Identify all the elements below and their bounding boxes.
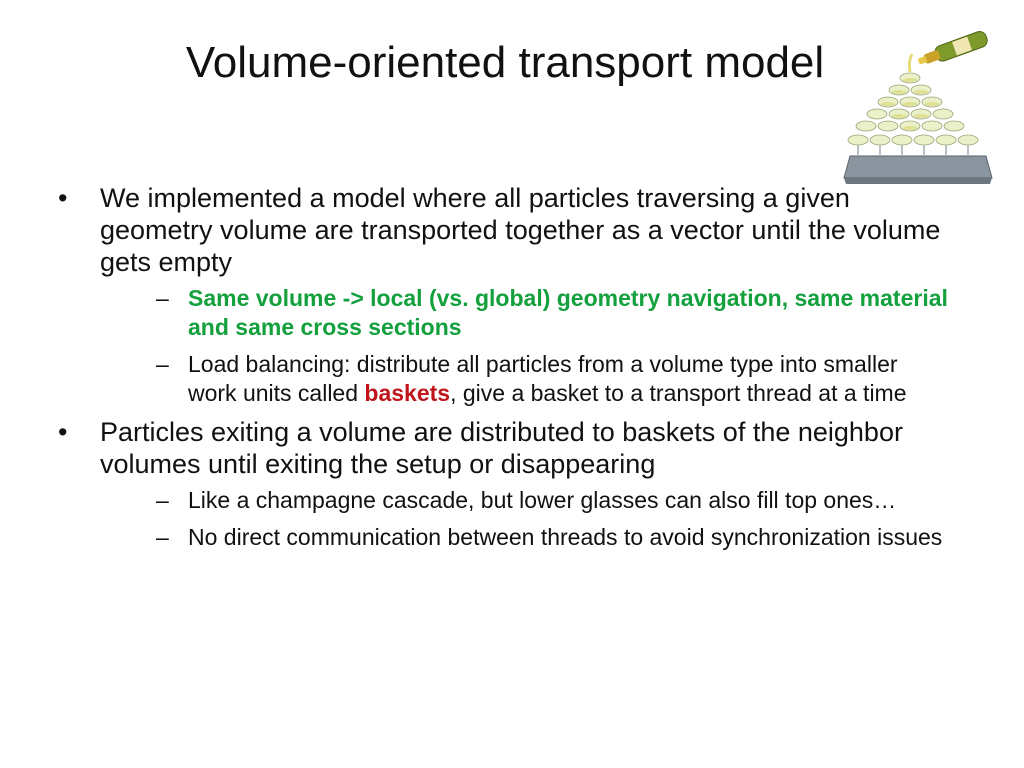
champagne-bottle-shape [916, 30, 989, 70]
sub-bullet-item-1-2 [142, 350, 948, 408]
champagne-tower-icon [842, 28, 994, 190]
sub-bullet-list [100, 284, 948, 408]
bullet-item-2 [58, 416, 948, 552]
bullet-text: Particles exiting a volume are distributed to baskets of the neighbor volumes until exiting the setup or disappearing [100, 417, 903, 479]
sub-bullet-text-before: Load balancing: distribute all particles from a volume type into smaller work units called [188, 351, 898, 406]
sub-bullet-text: Like a champagne cascade, but lower glasses can also fill top ones… [188, 487, 897, 513]
baskets-highlight: baskets [364, 380, 451, 406]
bullet-list [58, 182, 948, 560]
slide-title: Volume-oriented transport model [185, 38, 825, 87]
sub-bullet-text: Same volume -> local (vs. global) geometry navigation, same material and same cross sections [188, 285, 948, 340]
sub-bullet-text-after: , give a basket to a transport thread at a time [450, 380, 907, 406]
bullet-text: We implemented a model where all particles traversing a given geometry volume are transported together as a vector until the volume gets empty [100, 183, 941, 277]
sub-bullet-text: No direct communication between threads to avoid synchronization issues [188, 524, 943, 550]
bullet-marker: • [58, 183, 68, 213]
sub-bullet-item-2-1 [142, 486, 948, 515]
bullet-item-1 [58, 182, 948, 408]
tray-shape [844, 156, 992, 178]
sub-bullet-list [100, 486, 948, 552]
dash-marker: – [156, 285, 169, 311]
dash-marker: – [156, 487, 169, 513]
sub-bullet-item-1-1 [142, 284, 948, 342]
dash-marker: – [156, 351, 169, 377]
dash-marker: – [156, 524, 169, 550]
bullet-marker: • [58, 417, 68, 447]
sub-bullet-item-2-2 [142, 523, 948, 552]
